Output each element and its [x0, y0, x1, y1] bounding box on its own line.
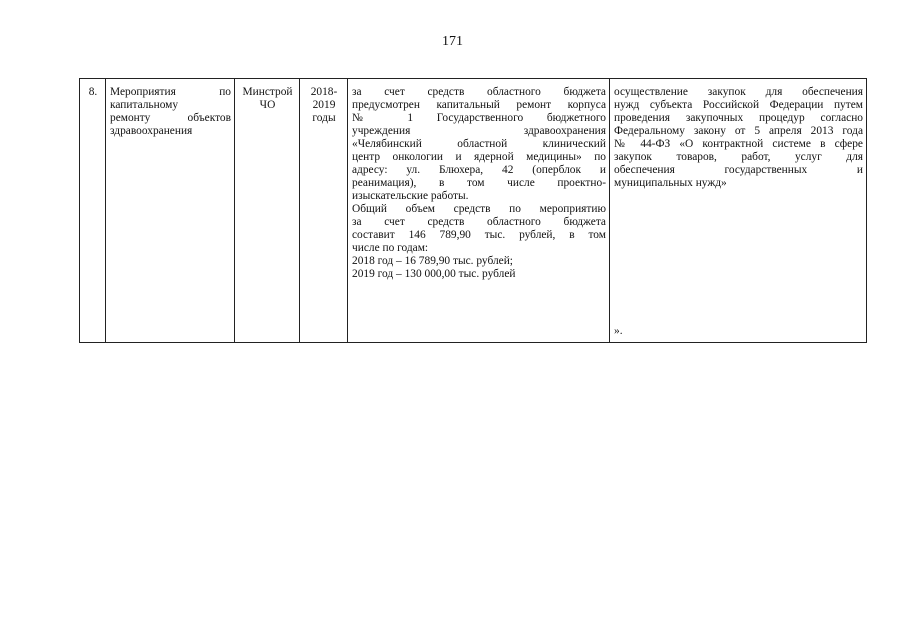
description-line: предусмотрен капитальный ремонт корпуса — [352, 99, 606, 111]
description-cell — [348, 79, 610, 343]
result-cell — [610, 79, 867, 343]
description-line: Общий объем средств по мероприятию — [352, 203, 606, 215]
row-number-cell — [80, 79, 106, 343]
description-line: составит 146 789,90 тыс. рублей, в том — [352, 229, 606, 241]
closing-quote: ». — [614, 325, 623, 337]
document-table — [79, 78, 867, 343]
description-line: за счет средств областного бюджета — [352, 216, 606, 228]
period-line: 2018- — [310, 86, 338, 98]
description-line: изыскательские работы. — [352, 190, 469, 202]
result-line: закупок товаров, работ, услуг для — [614, 151, 863, 163]
result-line: осуществление закупок для обеспечения — [614, 86, 863, 98]
period-line: 2019 — [312, 99, 336, 111]
description-line: реанимация), в том числе проектно- — [352, 177, 606, 189]
description-line: адресу: ул. Блюхера, 42 (оперблок и — [352, 164, 606, 176]
result-line: муниципальных нужд» — [614, 177, 727, 189]
description-line: центр онкологии и ядерной медицины» по — [352, 151, 606, 163]
event-name-line: Мероприятия по — [110, 86, 231, 98]
description-line: за счет средств областного бюджета — [352, 86, 606, 98]
funding-2019: 2019 год – 130 000,00 тыс. рублей — [352, 268, 516, 280]
description-line: № 1 Государственного бюджетного — [352, 112, 606, 124]
page-number: 171 — [442, 34, 463, 49]
description-line: «Челябинский областной клинический — [352, 138, 606, 150]
executor-cell — [235, 79, 300, 343]
row-number: 8. — [88, 86, 98, 98]
table-row — [80, 79, 867, 343]
result-line: № 44-ФЗ «О контрактной системе в сфере — [614, 138, 863, 150]
event-name-line: ремонту объектов — [110, 112, 231, 124]
result-line: Федеральному закону от 5 апреля 2013 года — [614, 125, 863, 137]
description-line: числе по годам: — [352, 242, 429, 254]
executor-line: ЧО — [259, 99, 276, 111]
funding-2018: 2018 год – 16 789,90 тыс. рублей; — [352, 255, 513, 267]
result-line: обеспечения государственных и — [614, 164, 863, 176]
event-name-line: здравоохранения — [110, 125, 193, 137]
period-line: годы — [312, 112, 336, 124]
executor-line: Минстрой — [242, 86, 293, 98]
result-line: проведения закупочных процедур согласно — [614, 112, 863, 124]
period-cell — [300, 79, 348, 343]
event-name-cell — [106, 79, 235, 343]
event-name-line: капитальному — [110, 99, 179, 111]
result-line: нужд субъекта Российской Федерации путем — [614, 99, 863, 111]
description-line: учреждения здравоохранения — [352, 125, 606, 137]
